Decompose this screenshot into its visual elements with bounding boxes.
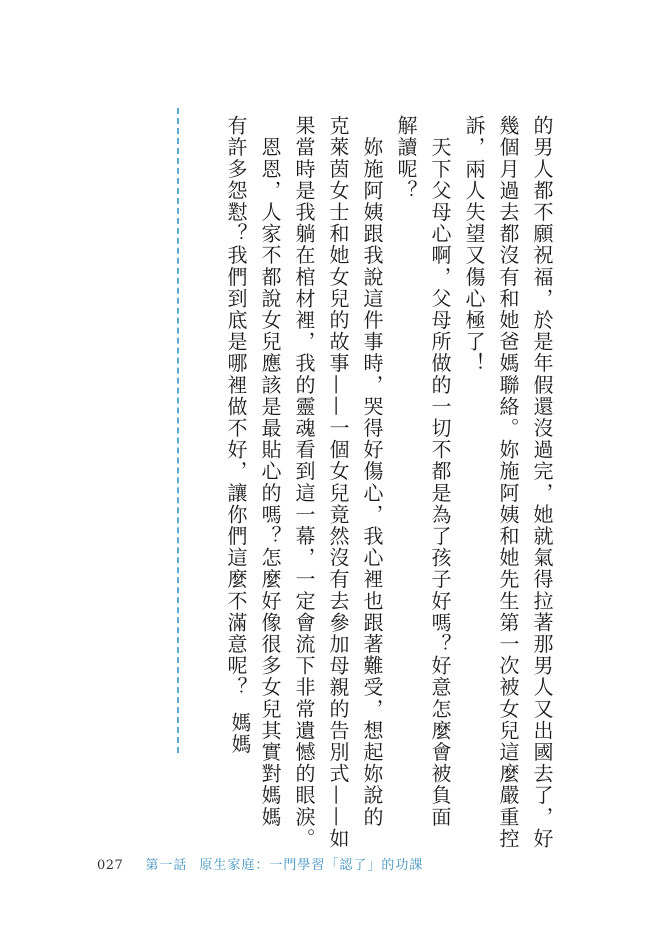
text-column: 幾個月過去都沒有和她爸媽聯絡。妳施阿姨和她先生第一次被女兒這麼嚴重控 [496, 115, 520, 850]
text-column: 妳施阿姨跟我說這件事時，哭得好傷心，我心裡也跟著難受，想起妳說的 [360, 115, 384, 828]
text-column: 的男人都不願祝福，於是年假還沒過完，她就氣得拉著那男人又出國去了，好 [530, 115, 554, 850]
letter-signature: 媽媽 [228, 712, 252, 756]
chapter-title: 原生家庭：一門學習「認了」的功課 [199, 858, 424, 873]
text-column: 果當時是我躺在棺材裡，我的靈魂看到這一幕，一定會流下非常遺憾的眼淚。 [292, 115, 316, 850]
chapter-label: 第一話 [145, 858, 188, 873]
text-column: 天下父母心啊，父母所做的一切不都是為了孩子好嗎？好意怎麼會被負面 [428, 115, 452, 828]
text-column: 訴，兩人失望又傷心極了！ [462, 115, 486, 375]
dashed-divider [177, 108, 179, 753]
text-column: 解讀呢？ [394, 115, 418, 202]
page-number: 027 [97, 858, 124, 873]
page-footer [97, 854, 423, 873]
text-column: 克萊茵女士和她女兒的故事——一個女兒竟然沒有去參加母親的告別式——如 [326, 115, 350, 850]
letter-body [219, 115, 559, 850]
text-column: 恩恩，人家不都說女兒應該是最貼心的嗎？怎麼好像很多女兒其實對媽媽 [258, 115, 282, 828]
text-column: 有許多怨懟？我們到底是哪裡做不好，讓你們這麼不滿意呢？ [224, 115, 248, 699]
